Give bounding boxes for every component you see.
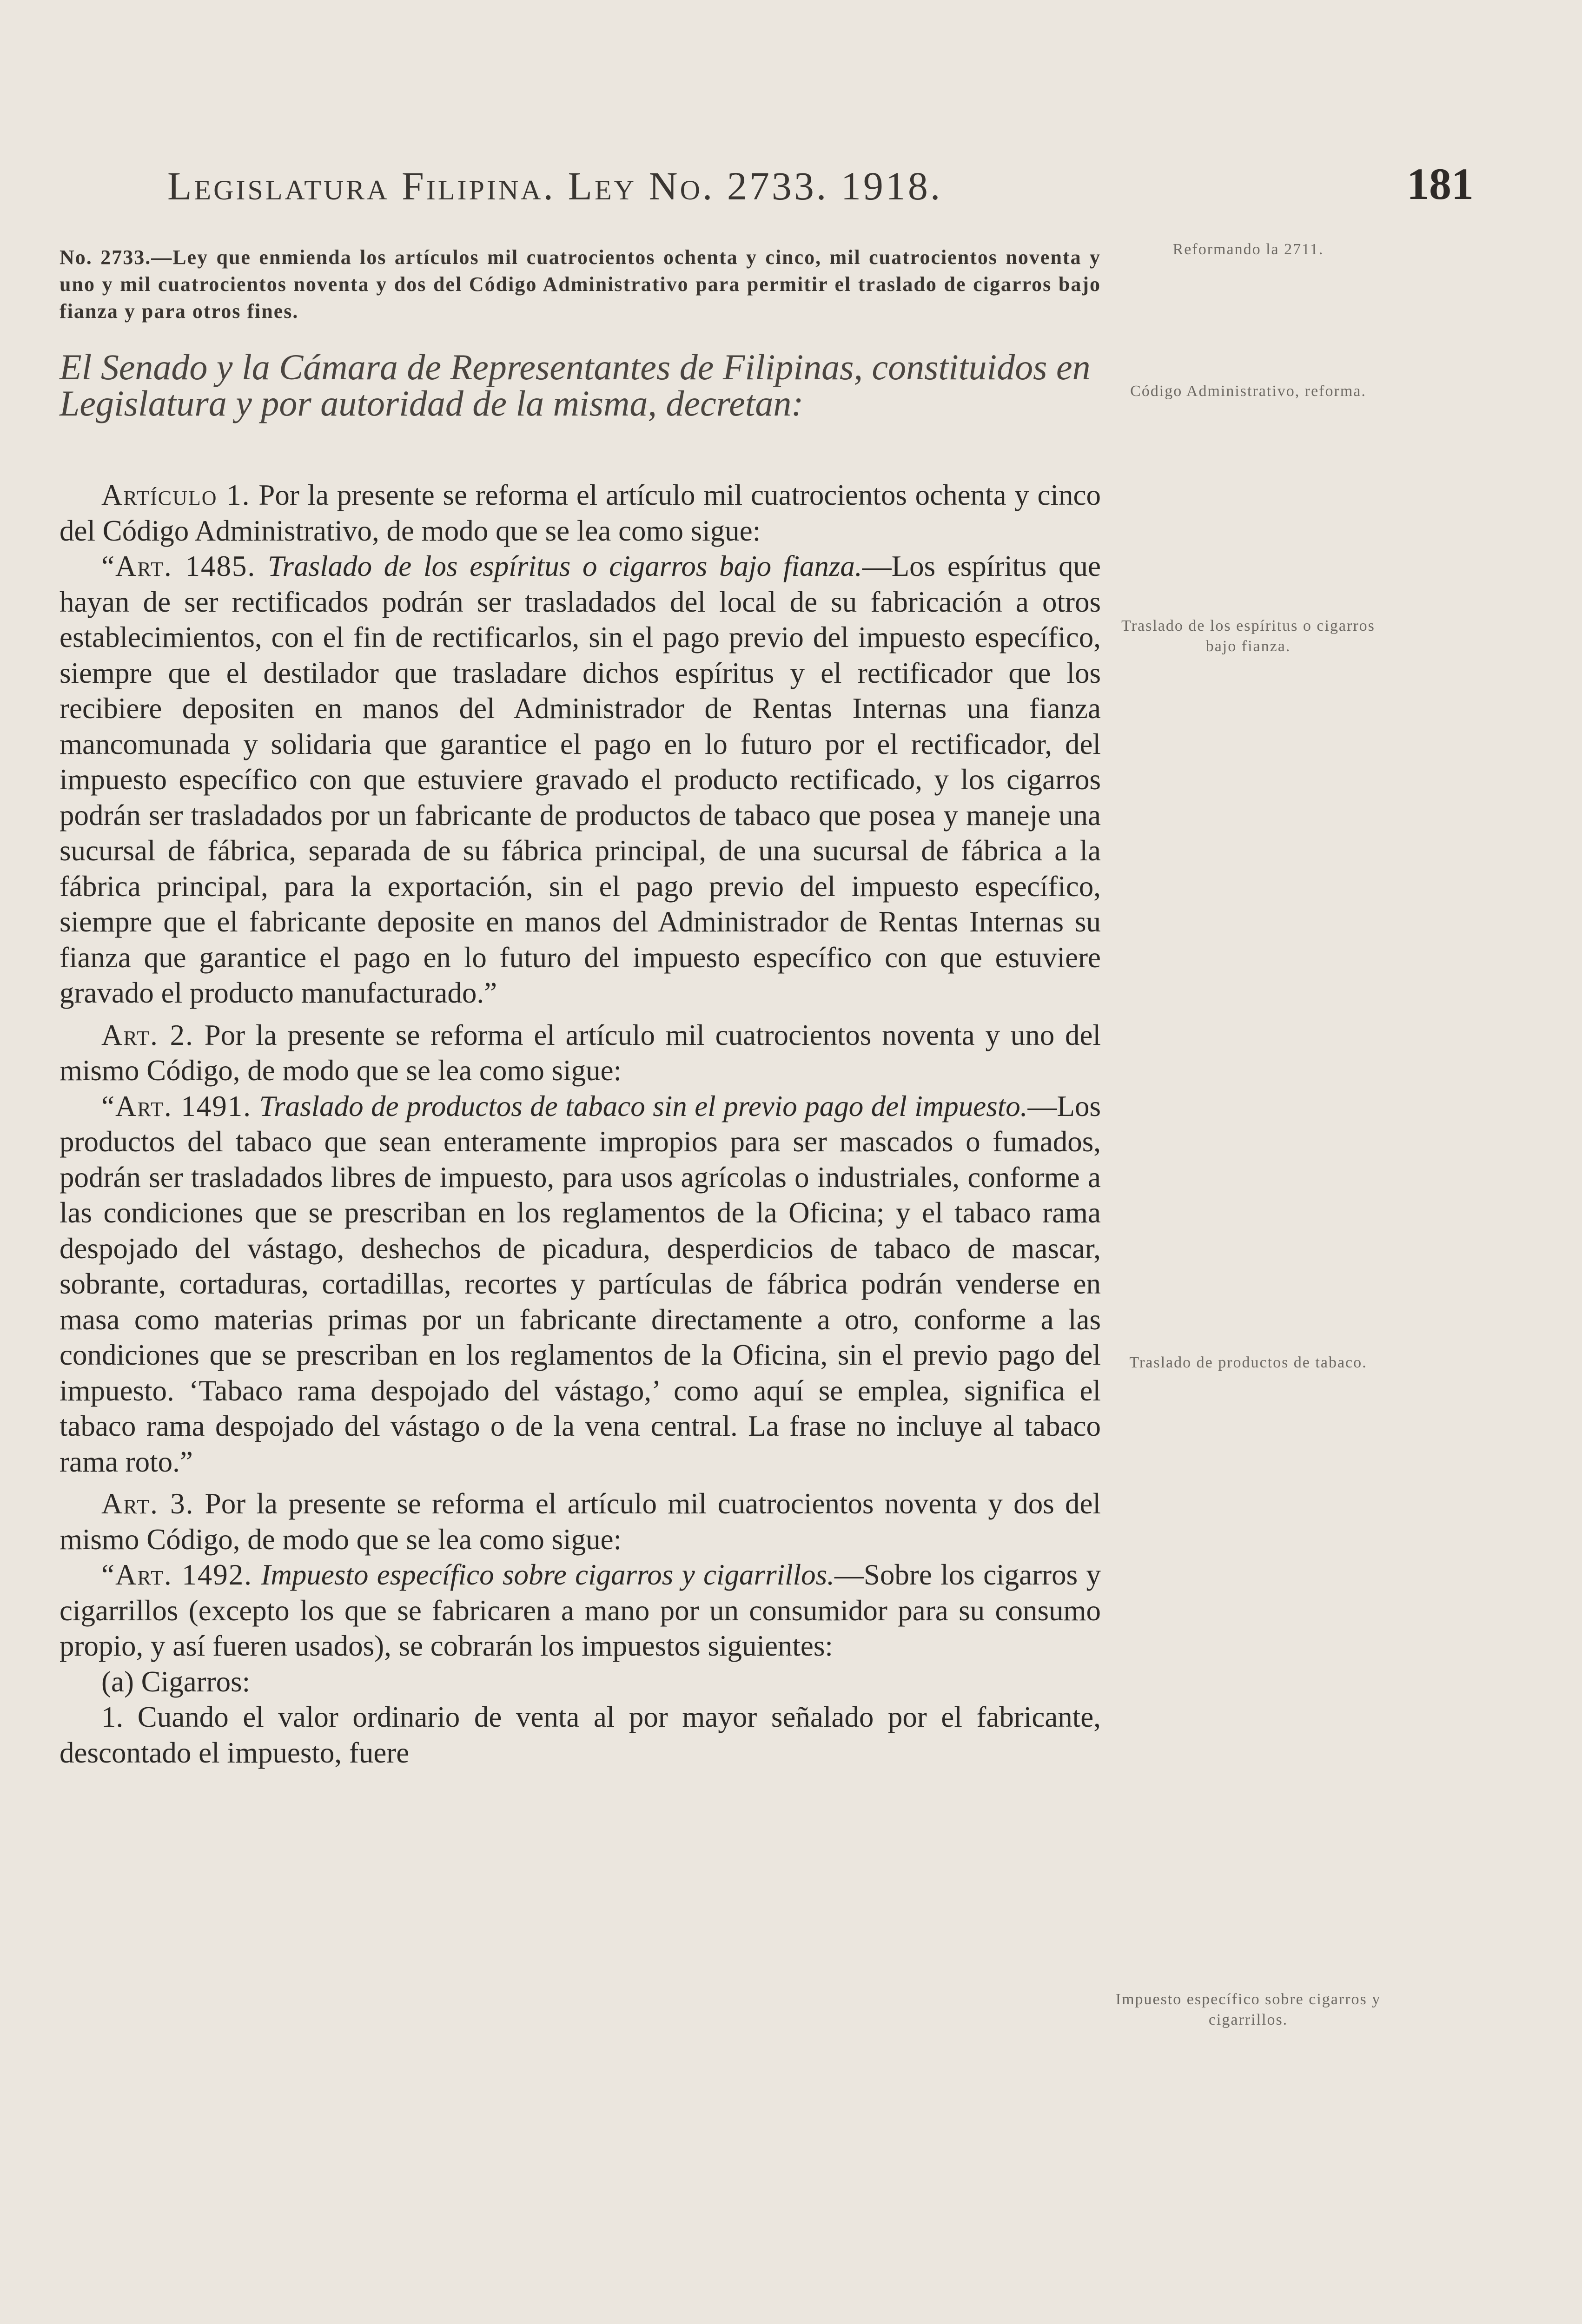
enacting-clause: El Senado y la Cámara de Representantes de Filipinas, constituidos en Legislatura y por autoridad de la misma, decretan:	[60, 347, 1091, 423]
page-number: 181	[1407, 159, 1474, 209]
article-3	[60, 1486, 1101, 1557]
article-3-text: Por la presente se reforma el artículo mil cuatrocientos noventa y dos del mismo Código, de modo que se lea como sigue:	[60, 1487, 1101, 1556]
article-1491-body: —Los productos del tabaco que sean enteramente impropios para ser mascados o fumados, podrán ser trasladados libres de impuesto, para usos agrícolas o industriales, conforme a las condiciones que se prescriban en los reglamentos de la Oficina; y el tabaco rama despojado del vástago, deshechos de picadura, desperdicios de tabaco de mascar, sobrante, cortaduras, cortadillas, recortes y partículas de fábrica podrán venderse en masa como materias primas por un fabricante directamente a otro, conforme a las condiciones que se prescriban en los reglamentos de la Oficina, sin el previo pago del impuesto. ‘Tabaco rama despojado del vástago,’ como aquí se emplea, significa el tabaco rama despojado del vástago o de la vena central. La frase no incluye al tabaco rama roto.”	[60, 1089, 1101, 1478]
article-1492-quote	[60, 1557, 1101, 1664]
spacer	[60, 1479, 1101, 1486]
subsection-a: (a) Cigarros:	[101, 1665, 251, 1698]
article-3-label: Art. 3.	[101, 1487, 194, 1520]
main-text	[60, 244, 1101, 1770]
article-2-text: Por la presente se reforma el artículo mil cuatrocientos noventa y uno del mismo Código, de modo que se lea como sigue:	[60, 1018, 1101, 1087]
article-1485-title: Traslado de los espíritus o cigarros bajo fianza.	[256, 550, 862, 582]
article-1492-body: —Sobre los cigarros y cigarrillos (excepto los que se fabricaren a mano por un consumidor para su consumo propio, y así fueren usados), se cobrarán los impuestos siguientes:	[60, 1558, 1101, 1662]
article-1485-body: —Los espíritus que hayan de ser rectificados podrán ser trasladados del local de su fabricación a otros establecimientos, con el fin de rectificarlos, sin el pago previo del impuesto específico, siempre que el destilador que trasladare dichos espíritus y el rectificador que los recibiere depositen en manos del Administrador de Rentas Internas una fianza mancomunada y solidaria que garantice el pago en lo futuro por el rectificador, del impuesto específico con que estuviere gravado el producto rectificado, y los cigarros podrán ser trasladados por un fabricante de productos de tabaco que posea y maneje una sucursal de fábrica, separada de su fábrica principal, de una sucursal de fábrica a la fábrica principal, para la exportación, sin el pago previo del impuesto específico, siempre que el fabricante deposite en manos del Administrador de Rentas Internas su fianza que garantice el pago en lo futuro del impuesto específico con que estuviere gravado el producto manufacturado.”	[60, 550, 1101, 1009]
article-1-text: Por la presente se reforma el artículo mil cuatrocientos ochenta y cinco del Código Administrativo, de modo que se lea como sigue:	[60, 479, 1101, 547]
article-1491-title: Traslado de productos de tabaco sin el previo pago del impuesto.	[252, 1089, 1028, 1122]
margin-note-traslado-espiritus: Traslado de los espíritus o cigarros bajo fianza.	[1121, 617, 1375, 655]
article-1491-quote	[60, 1089, 1101, 1480]
header-title: Legislatura Filipina. Ley No. 2733. 1918.	[167, 164, 943, 208]
article-1485-label: “Art. 1485.	[101, 550, 256, 582]
margin-note-reformando: Reformando la 2711.	[1172, 241, 1324, 258]
article-1	[60, 477, 1101, 548]
article-2	[60, 1017, 1101, 1089]
article-1492-label: “Art. 1492.	[101, 1558, 252, 1591]
article-2-label: Art. 2.	[101, 1018, 194, 1051]
article-1491-label: “Art. 1491.	[101, 1089, 252, 1122]
article-1-label: Artículo 1.	[101, 479, 251, 511]
article-1492-title: Impuesto específico sobre cigarros y cigarrillos.	[252, 1558, 834, 1591]
spacer	[60, 1011, 1101, 1017]
margin-note-traslado-productos: Traslado de productos de tabaco.	[1129, 1354, 1367, 1371]
subsection-item-1: 1. Cuando el valor ordinario de venta al por mayor señalado por el fabricante, descontado el impuesto, fuere	[60, 1701, 1101, 1769]
margin-note-codigo: Código Administrativo, reforma.	[1130, 383, 1366, 400]
running-header	[149, 153, 1474, 209]
margin-note-impuesto: Impuesto específico sobre cigarros y cigarrillos.	[1115, 1991, 1381, 2028]
article-1485-quote	[60, 548, 1101, 1011]
act-heading: No. 2733.—Ley que enmienda los artículos mil cuatrocientos ochenta y cinco, mil cuatrocientos noventa y uno y mil cuatrocientos noventa y dos del Código Administrativo para permitir el traslado de cigarros bajo fianza y para otros fines.	[60, 246, 1101, 323]
